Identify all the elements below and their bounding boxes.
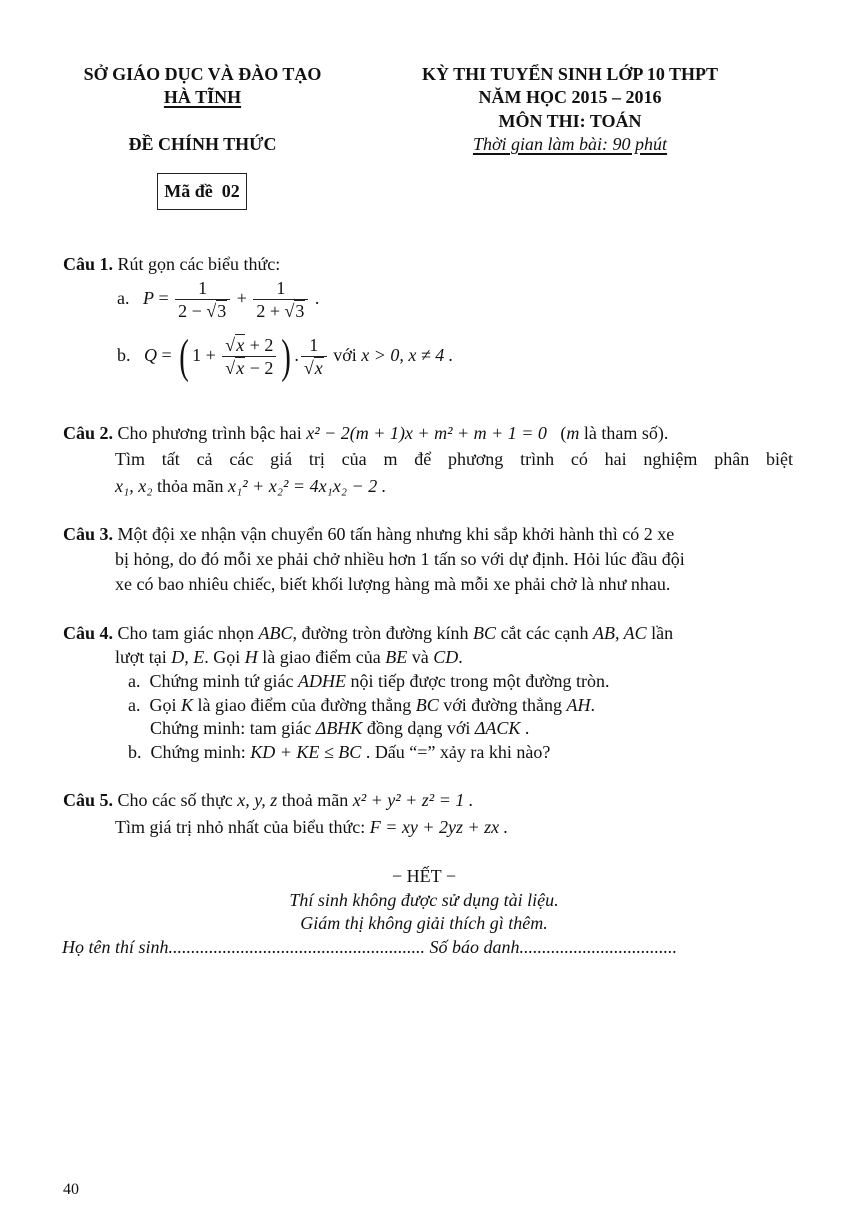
den-left: 2 −: [178, 301, 207, 322]
text: với đường thẳng: [438, 695, 567, 715]
text: lượt tại: [115, 647, 172, 667]
text: và: [407, 647, 434, 667]
end-mark: − HẾT −: [392, 866, 456, 886]
question-1b: [117, 330, 453, 381]
question-3-label: Câu 3.: [63, 524, 114, 544]
question-4a-1: [128, 670, 610, 692]
radicand: x: [314, 358, 323, 379]
item-label: a.: [128, 671, 141, 691]
text: Chứng minh:: [150, 742, 251, 762]
question-3-line-3: xe có bao nhiêu chiếc, biết khối lượng hàng mà mỗi xe phải chở là như nhau.: [115, 574, 671, 594]
fraction-2: [253, 277, 308, 322]
page-number: 40: [63, 1181, 79, 1198]
question-5-line-2: [115, 816, 508, 838]
text: Tìm giá trị nhỏ nhất của biểu thức:: [115, 817, 370, 837]
question-1a-label: a.: [117, 288, 130, 308]
text: .: [520, 718, 530, 738]
department-name: SỞ GIÁO DỤC VÀ ĐÀO TẠO: [83, 64, 322, 84]
quad-adhe: ADHE: [298, 671, 346, 691]
question-3-line-2: bị hỏng, do đó mỗi xe phải chở nhiều hơn 1 tấn so với dự định. Hỏi lúc đầu đội: [115, 549, 685, 569]
official-label: ĐỀ CHÍNH THỨC: [128, 134, 277, 154]
numerator: [222, 334, 276, 357]
point-k: K: [181, 695, 194, 715]
duration: [380, 134, 760, 155]
text: lần: [646, 623, 674, 643]
constraint: x² + y² + z² = 1 .: [352, 790, 474, 810]
radicand: 3: [217, 301, 227, 322]
point-h: H: [244, 647, 258, 667]
text: Cho các số thực: [113, 790, 238, 810]
province-text: HÀ TĨNH: [163, 87, 242, 107]
question-1b-label: b.: [117, 345, 131, 365]
text: là giao điểm của đường thẳng: [193, 695, 416, 715]
text: Chứng minh tứ giác: [149, 671, 298, 691]
den-rest: − 2: [245, 358, 274, 379]
province-name: [60, 87, 345, 108]
den-left: 2 +: [256, 301, 285, 322]
text: , đường tròn đường kính: [292, 623, 474, 643]
root-condition: x₁² + x₂² = 4x₁x₂ − 2 .: [227, 476, 387, 496]
duration-text: Thời gian làm bài: 90 phút: [472, 134, 668, 154]
line-ah: AH: [566, 695, 591, 715]
sqrt-3: √3: [284, 301, 305, 322]
question-1-label: Câu 1.: [63, 254, 114, 274]
fraction-1: [175, 277, 230, 322]
question-4a-2-line-2: [150, 717, 529, 739]
roots: x₁, x₂: [115, 476, 153, 496]
num-rest: + 2: [245, 335, 274, 356]
exam-code-box: Mã đề 02: [157, 173, 247, 210]
denominator: [301, 357, 327, 379]
question-4-label: Câu 4.: [63, 623, 114, 643]
segment-cd: CD: [433, 647, 459, 667]
question-3-line-1: [63, 523, 674, 545]
question-2-line-1: [63, 422, 668, 444]
quadratic-equation: x² − 2(m + 1)x + m² + m + 1 = 0: [306, 423, 547, 443]
denominator: [222, 357, 276, 379]
segments-ab-ac: AB, AC: [593, 623, 647, 643]
sqrt-x: √x: [303, 358, 323, 379]
note-no-explanation: Giám thị không giải thích gì thêm.: [300, 913, 548, 933]
text: . Gọi: [204, 647, 245, 667]
param-open: (: [560, 423, 567, 443]
param-var: m: [566, 423, 580, 443]
numerator: 1: [175, 277, 230, 300]
radicand: x: [236, 358, 245, 379]
text: .: [590, 695, 596, 715]
exam-name: KỲ THI TUYỂN SINH LỚP 10 THPT: [421, 64, 719, 84]
left-paren: (: [179, 329, 189, 383]
text: thoả mãn: [277, 790, 353, 810]
expression-f: F = xy + 2yz + zx .: [369, 817, 509, 837]
question-3-text: Một đội xe nhận vận chuyển 60 tấn hàng nhưng khi sắp khởi hành thì có 2 xe: [113, 524, 675, 544]
text: . Dấu “=” xảy ra khi nào?: [361, 742, 551, 762]
question-1-text: Rút gọn các biểu thức:: [113, 254, 281, 274]
question-5-label: Câu 5.: [63, 790, 114, 810]
dot: .: [294, 345, 299, 365]
radicand: x: [236, 335, 245, 356]
text: Cho tam giác nhọn: [113, 623, 259, 643]
right-paren: ): [281, 329, 292, 383]
question-1: [63, 253, 280, 275]
segment-be: BE: [385, 647, 408, 667]
denominator: [253, 300, 308, 322]
fraction-q: [222, 334, 276, 379]
question-4b: [128, 741, 550, 763]
text: cắt các cạnh: [496, 623, 593, 643]
question-4-line-2: [115, 646, 463, 668]
equals: =: [157, 345, 177, 365]
numerator: 1: [301, 334, 327, 357]
candidate-name-field: Họ tên thí sinh.........................................................: [62, 937, 425, 957]
triangle-abc: ABC: [258, 623, 293, 643]
text: nội tiếp được trong một đường tròn.: [346, 671, 610, 691]
note-no-materials: Thí sinh không được sử dụng tài liệu.: [289, 890, 559, 910]
item-label: a.: [128, 695, 141, 715]
candidate-id-field: Số báo danh...................................: [425, 937, 677, 957]
sqrt-x: √x: [225, 358, 245, 379]
text: Chứng minh: tam giác: [150, 718, 316, 738]
triangle-bhk: ΔBHK: [315, 718, 363, 738]
question-2-label: Câu 2.: [63, 423, 114, 443]
points-d-e: D, E: [171, 647, 205, 667]
one-plus: 1 +: [192, 345, 221, 365]
triangle-ack: ΔACK: [474, 718, 521, 738]
candidate-info-line: [62, 936, 677, 958]
var-q: Q: [144, 345, 157, 365]
plus: +: [232, 288, 252, 308]
school-year: NĂM HỌC 2015 – 2016: [478, 87, 662, 107]
question-1a: [117, 276, 319, 322]
question-2-line-2: Tìm tất cả các giá trị của m để phương trình có hai nghiệm phân biệt: [115, 449, 793, 469]
segment-bc: BC: [473, 623, 497, 643]
sqrt-x: √x: [225, 335, 245, 356]
variables: x, y, z: [237, 790, 278, 810]
radicand: 3: [295, 301, 305, 322]
sqrt-3: √3: [206, 301, 227, 322]
question-4-line-1: [63, 622, 673, 644]
condition-word: với: [328, 345, 362, 365]
numerator: 1: [253, 277, 308, 300]
condition: x > 0, x ≠ 4 .: [361, 345, 454, 365]
question-4a-2: [128, 694, 595, 716]
text: đồng dạng với: [362, 718, 475, 738]
equals: =: [154, 288, 174, 308]
denominator: [175, 300, 230, 322]
var-p: P: [143, 288, 154, 308]
question-2-line-3: [115, 475, 386, 497]
text: là giao điểm của: [257, 647, 386, 667]
line-bc: BC: [415, 695, 439, 715]
question-2-text: Cho phương trình bậc hai: [113, 423, 307, 443]
item-label: b.: [128, 742, 142, 762]
question-5-line-1: [63, 789, 473, 811]
param-note: là tham số).: [579, 423, 669, 443]
period: .: [310, 288, 320, 308]
inequality: KD + KE ≤ BC: [250, 742, 362, 762]
text: Gọi: [149, 695, 181, 715]
satisfy-word: thỏa mãn: [152, 476, 228, 496]
fraction-1-over-sqrt-x: [301, 334, 327, 379]
subject: MÔN THI: TOÁN: [498, 111, 642, 131]
text: .: [458, 647, 463, 667]
